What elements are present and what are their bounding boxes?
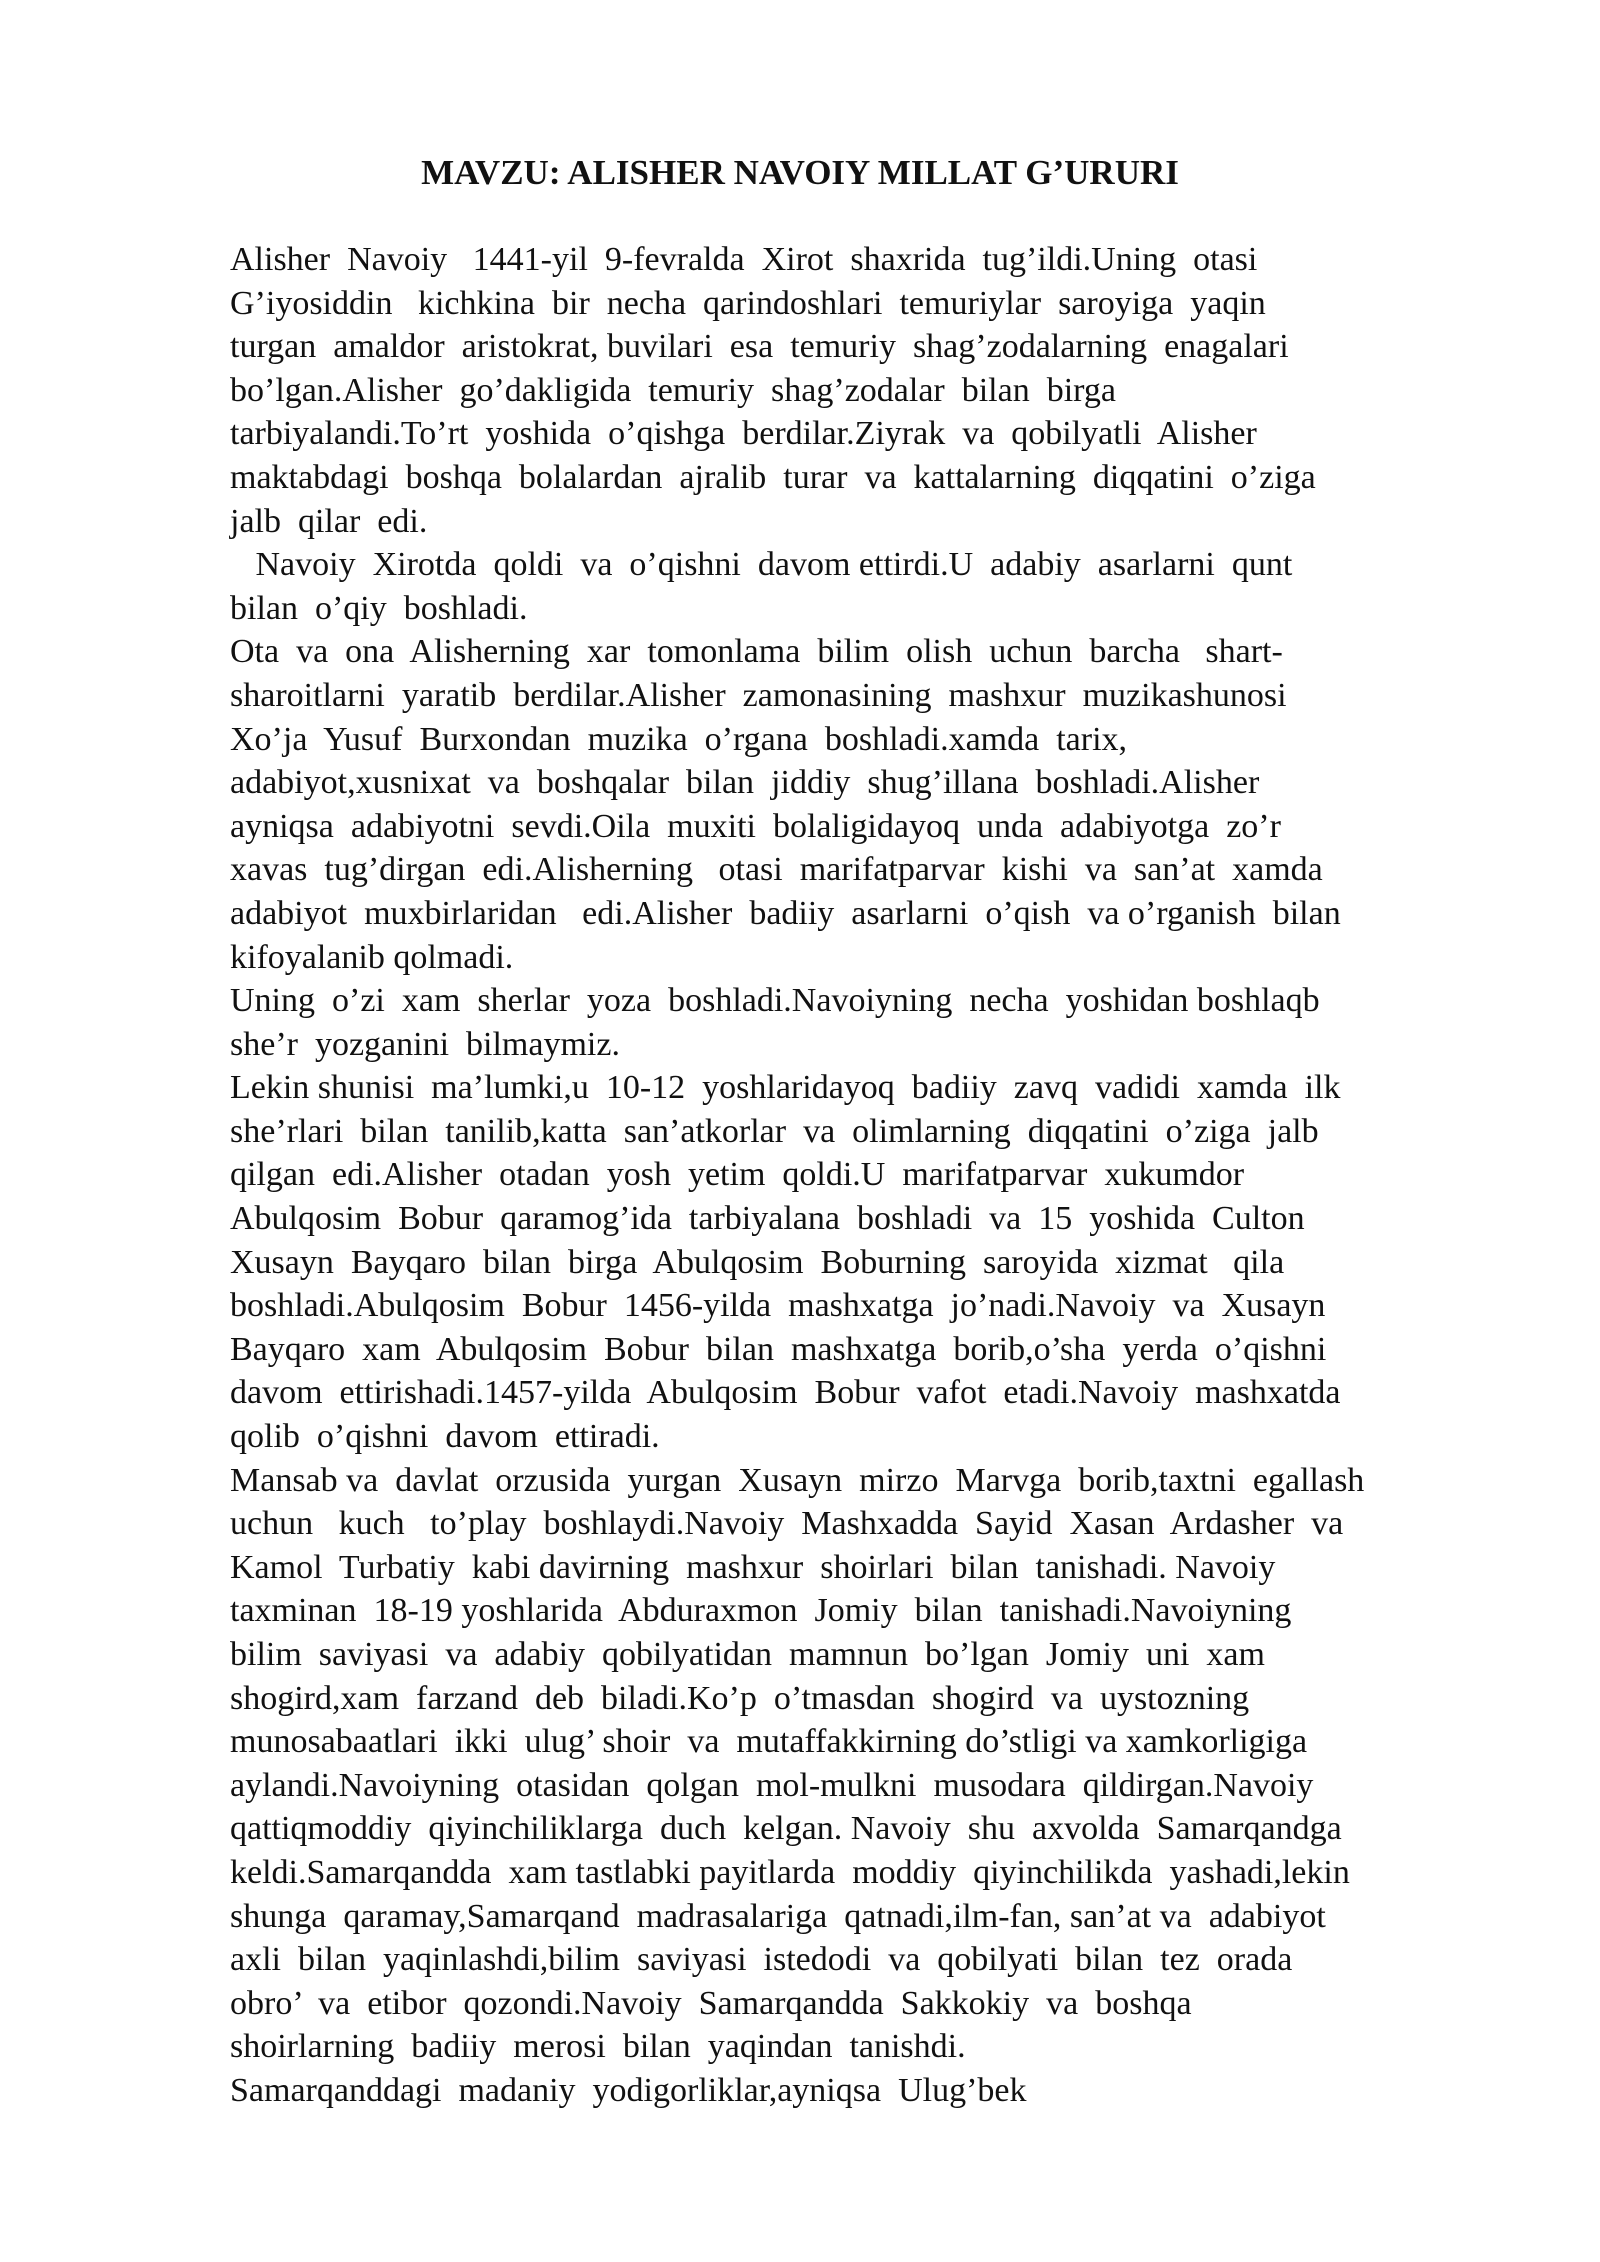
text-line: Ota va ona Alisherning xar tomonlama bilim olish uchun barcha shart- [230,633,1283,671]
text-line: bilan o’qiy boshladi. [230,589,528,627]
text-line: maktabdagi boshqa bolalardan ajralib turar va kattalarning diqqatini o’ziga [230,458,1316,496]
text-line: xavas tug’dirgan edi.Alisherning otasi marifatparvar kishi va san’at xamda [230,851,1323,889]
text-line: Xo’ja Yusuf Burxondan muzika o’rgana boshladi.xamda tarix, [230,720,1128,758]
text-line: adabiyot muxbirlaridan edi.Alisher badiiy asarlarni o’qish va o’rganish bilan [230,894,1341,932]
text-line: shunga qaramay,Samarqand madrasalariga qatnadi,ilm-fan, san’at va adabiyot [230,1897,1326,1935]
text-line: qolib o’qishni davom ettiradi. [230,1418,660,1456]
text-line: Navoiy Xirotda qoldi va o’qishni davom ettirdi.U adabiy asarlarni qunt [230,546,1293,584]
text-line: Uning o’zi xam sherlar yoza boshladi.Navoiyning necha yoshidan boshlaqb [230,982,1320,1020]
text-line: Xusayn Bayqaro bilan birga Abulqosim Boburning saroyida xizmat qila [230,1243,1285,1281]
text-line: shoirlarning badiiy merosi bilan yaqindan tanishdi. [230,2028,966,2066]
text-line: aylandi.Navoiyning otasidan qolgan mol-mulkni musodara qildirgan.Navoiy [230,1766,1314,1804]
text-line: tarbiyalandi.To’rt yoshida o’qishga berdilar.Ziyrak va qobilyatli Alisher [230,415,1257,453]
text-line: bilim saviyasi va adabiy qobilyatidan mamnun bo’lgan Jomiy uni xam [230,1636,1265,1673]
text-line: ayniqsa adabiyotni sevdi.Oila muxiti bolaligidayoq unda adabiyotga zo’r [230,807,1281,845]
text-line: munosabaatlari ikki ulug’ shoir va mutaffakkirning do’stligi va xamkorligiga [230,1723,1308,1761]
text-line: sharoitlarni yaratib berdilar.Alisher zamonasining mashxur muzikashunosi [230,676,1287,714]
text-line: she’r yozganini bilmaymiz. [230,1025,620,1063]
text-line: G’iyosiddin kichkina bir necha qarindoshlari temuriylar saroyiga yaqin [230,284,1266,322]
text-line: turgan amaldor aristokrat, buvilari esa temuriy shag’zodalarning enagalari [230,328,1289,366]
text-line: Abulqosim Bobur qaramog’ida tarbiyalana boshladi va 15 yoshida Culton [230,1200,1305,1238]
text-line: Samarqanddagi madaniy yodigorliklar,ayniqsa Ulug’bek [230,2071,1027,2109]
text-line: Kamol Turbatiy kabi davirning mashxur shoirlari bilan tanishadi. Navoiy [230,1548,1276,1586]
text-line: jalb qilar edi. [230,502,428,540]
text-line: axli bilan yaqinlashdi,bilim saviyasi istedodi va qobilyati bilan tez orada [230,1941,1293,1979]
document-body [230,238,1550,2113]
text-line: obro’ va etibor qozondi.Navoiy Samarqandda Sakkokiy va boshqa [230,1984,1192,2022]
text-line: Lekin shunisi ma’lumki,u 10-12 yoshlaridayoq badiiy zavq vadidi xamda ilk [230,1069,1341,1107]
text-line: adabiyot,xusnixat va boshqalar bilan jiddiy shug’illana boshladi.Alisher [230,764,1260,802]
text-line: taxminan 18-19 yoshlarida Abduraxmon Jomiy bilan tanishadi.Navoiyning [230,1592,1292,1630]
text-line: Bayqaro xam Abulqosim Bobur bilan mashxatga borib,o’sha yerda o’qishni [230,1330,1327,1368]
text-line: keldi.Samarqandda xam tastlabki payitlarda moddiy qiyinchilikda yashadi,lekin [230,1853,1350,1891]
text-line: shogird,xam farzand deb biladi.Ko’p o’tmasdan shogird va uystozning [230,1679,1250,1717]
document-title: MAVZU: ALISHER NAVOIY MILLAT G’URURI [421,153,1179,192]
text-line: she’rlari bilan tanilib,katta san’atkorlar va olimlarning diqqatini o’ziga jalb [230,1112,1319,1150]
text-line: qilgan edi.Alisher otadan yosh yetim qoldi.U marifatparvar xukumdor [230,1156,1245,1194]
text-line: qattiqmoddiy qiyinchiliklarga duch kelgan. Navoiy shu axvolda Samarqandga [230,1810,1342,1848]
text-line: Alisher Navoiy 1441-yil 9-fevralda Xirot shaxrida tug’ildi.Uning otasi [230,241,1258,278]
text-line: boshladi.Abulqosim Bobur 1456-yilda mashxatga jo’nadi.Navoiy va Xusayn [230,1287,1326,1325]
text-line: uchun kuch to’play boshlaydi.Navoiy Mashxadda Sayid Xasan Ardasher va [230,1505,1344,1543]
text-line: bo’lgan.Alisher go’dakligida temuriy shag’zodalar bilan birga [230,371,1116,409]
text-line: kifoyalanib qolmadi. [230,938,514,976]
text-line: Mansab va davlat orzusida yurgan Xusayn mirzo Marvga borib,taxtni egallash [230,1461,1365,1499]
text-line: davom ettirishadi.1457-yilda Abulqosim Bobur vafot etadi.Navoiy mashxatda [230,1374,1341,1412]
